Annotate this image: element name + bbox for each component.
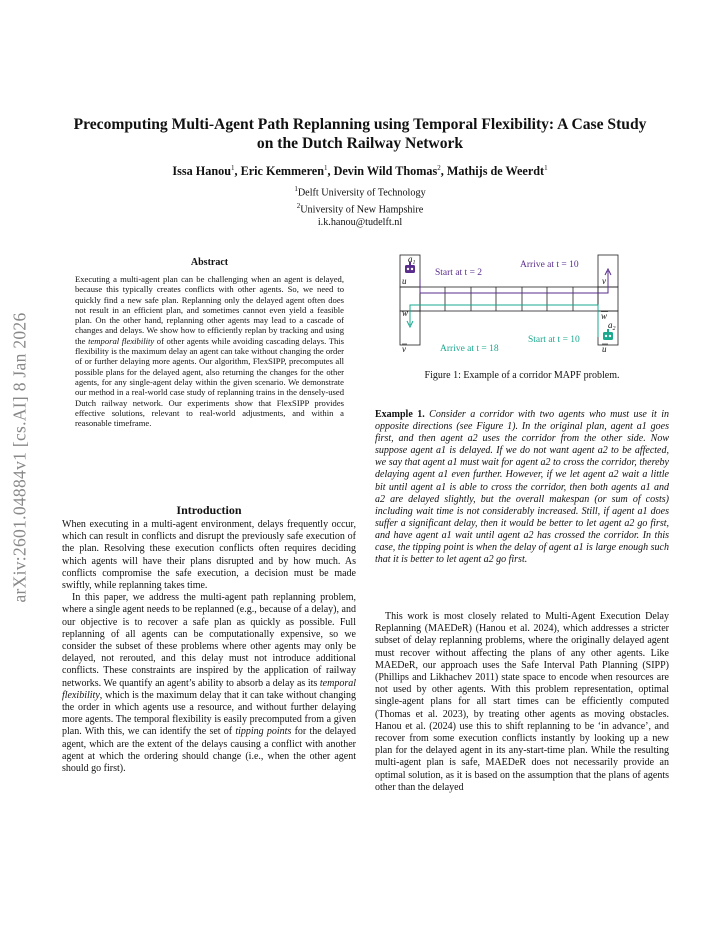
label-vbar: v (402, 344, 406, 354)
paragraph: In this paper, we address the multi-agent path replanning problem, where a single agent needs to be replanned (e.g., because of a delay), and our objective is to recover a safe plan as quickly as possible. Full replanning of all agents can be computationally expensive, so we consider the subset of these problems where other agents may only be delayed, not rerouted, and this delay must not introduce additional conflicts. These constraints are inspired by the application of railway networks. We quantify an agent’s ability to absorb a delay as its temporal flexibility, which is the maximum delay that it can take without changing the order in which agents use a resource, and without further delaying more agents. The temporal flexibility is easily precomputed from a given plan. With this, we can identify the set of tipping points for the delayed agent, which are the extent of the delays causing a conflict with another agent at which the ordering should change (i.e., when the other agent should go first). (62, 592, 356, 775)
introduction-heading: Introduction (176, 503, 242, 517)
author-name: Issa Hanou (172, 164, 232, 179)
corridor-figure (398, 253, 638, 363)
a2-arrive-label: Arrive at t = 18 (440, 344, 499, 354)
author-name: Devin Wild Thomas (333, 164, 438, 179)
example-block (375, 409, 669, 566)
related-work-paragraph: This work is most closely related to Multi-Agent Execution Delay Replanning (MAEDeR) (Hanou et al. 2024), which addresses a stricter subset of delay replanning problems, where the originally delayed agent must recover without affecting the plans of any other agents. Like MAEDeR, our approach uses the Safe Interval Path Planning (SIPP) (Phillips and Likhachev 2011) state space to encode when resources are not used by other agents. With this problem representation, optimal single-agent plans for all start times can be efficiently computed (Thomas et al. 2023), by treating other agents as moving obstacles. Hanou et al. (2024) use this to shift replanning to be ‘in advance’, and recover from some execution conflicts instantly by looking up a new plan for the delayed agent in its any-start-time plan. While the resulting multi-agent plan is safe, MAEDeR does not necessarily provide an optimal solution, as it is based on the assumption that the plans of agents other than the delayed (375, 611, 669, 793)
a1-start-label: Start at t = 2 (435, 268, 483, 278)
label-v: v (602, 276, 606, 286)
affiliation-line: $^2$University of New Hampshire (296, 201, 424, 216)
label-ubar: u (602, 344, 607, 354)
author-name: Mathijs de Weerdt (446, 164, 545, 179)
a1-arrive-label: Arrive at t = 10 (520, 260, 579, 270)
introduction-text (62, 519, 356, 775)
abstract-heading: Abstract (190, 257, 229, 268)
author-affiliation-mark: 2 (437, 164, 441, 172)
paper-title: Precomputing Multi-Agent Path Replanning using Temporal Flexibility: A Case Study on the Dutch Railway Network (73, 116, 647, 152)
author-affiliation-mark: 1 (544, 164, 548, 172)
affiliation-line: $^1$Delft University of Technology (294, 185, 426, 199)
figure-caption: Figure 1: Example of a corridor MAPF problem. (424, 370, 620, 381)
agent-a2-path (410, 305, 598, 337)
label-wbar: w (601, 311, 608, 321)
label-w: w (402, 308, 409, 318)
label-u: u (402, 276, 407, 286)
paragraph: When executing in a multi-agent environment, delays frequently occur, which can result in conflicts and disrupt the previously safe execution of the plan. Resolving these execution conflicts often requires deciding which agents will have their plans disrupted and by how much. As conflicts compromise the safe execution, a decision must be made swiftly, while replanning takes time. (62, 519, 356, 592)
affiliations (70, 183, 650, 229)
author-name: Eric Kemmeren (240, 164, 324, 179)
example-text: Consider a corridor with two agents who must use it in opposite directions (see Figure 1). In the original plan, agent a1 goes first, and then agent a2 uses the corridor from the other side. Now suppose agent a1 is delayed. If we do not want agent a2 to be affected, we say that agent a1 must wait for agent a2 to cross the corridor, thereby delaying agent a1 even further. However, if we let agent a2 wait a little bit until agent a1 is able to cross the corridor, then both agents a1 and a2 are delayed slightly, but the overall makespan (or sum of costs) including wait time is not considerably increased. Still, if agent a1 does suffer a significant delay, then it would be better to let agent a2 go first, and have agent a1 wait until agent a2 has crossed the corridor. In this case, the tipping point is when the delay of agent a1 is large enough such that it is better to let agent a2 go first. (375, 409, 670, 566)
contact-email: i.k.hanou@tudelft.nl (317, 216, 403, 228)
author-affiliation-mark: 1 (231, 164, 235, 172)
label-a2: $a_2$ (608, 320, 616, 332)
arxiv-identifier: arXiv:2601.04884v1 [cs.AI] 8 Jan 2026 (9, 312, 30, 603)
author-list: Issa Hanou$^1$, Eric Kemmeren$^1$, Devin Wild Thomas$^2$, Mathijs de Weerdt$^1$ (172, 164, 548, 179)
abstract-text: Executing a multi-agent plan can be challenging when an agent is delayed, because this typically creates conflicts with other agents. So, we need to quickly find a new safe plan. Replanning only the delayed agent often does not result in an efficient plan, and sometimes cannot even yield a feasible plan. On the other hand, replanning other agents may lead to a cascade of changes and delays. We show how to efficiently replan by tracking and using the temporal flexibility of other agents while avoiding cascading delays. This flexibility is the maximum delay an agent can take without changing the order of or further delaying more agents. Our algorithm, FlexSIPP, precomputes all possible plans for the delayed agent, also returning the changes for the other agents, for any single-agent delay within the given scenario. We demonstrate our method in a real-world case study of replanning trains in the densely-used Dutch railway network. Our experiments show that FlexSIPP provides effective solutions, relevant to real-world adjustments, and within a reasonable timeframe. (75, 274, 345, 429)
author-affiliation-mark: 1 (323, 164, 328, 172)
a2-start-label: Start at t = 10 (528, 335, 580, 345)
label-a1: $a_1$ (408, 254, 416, 266)
robot-a2-icon (603, 329, 613, 340)
example-label: Example 1. (375, 409, 425, 420)
